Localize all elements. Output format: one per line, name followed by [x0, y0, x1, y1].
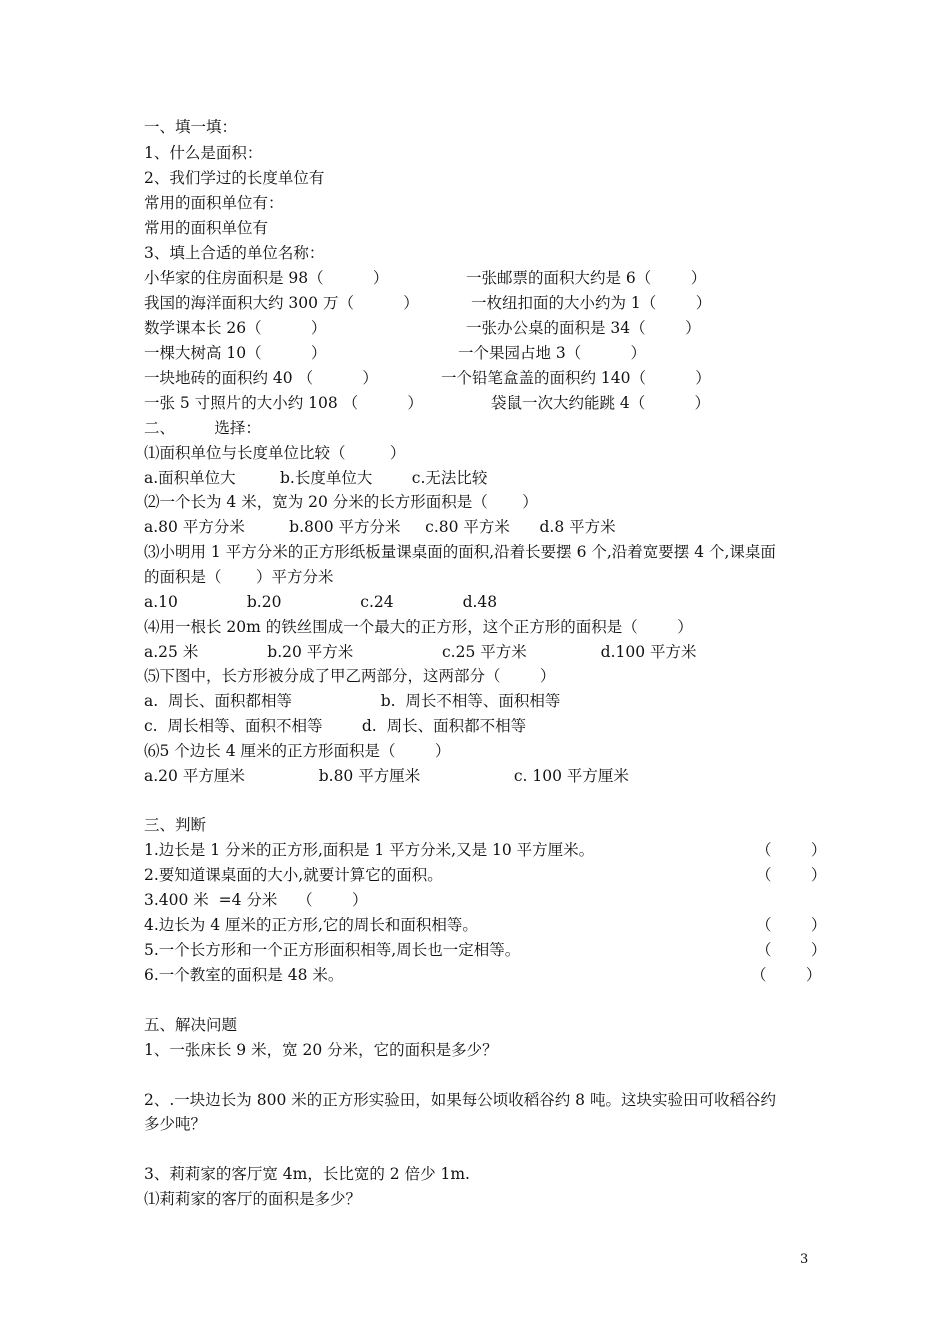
judge-item: 6.一个教室的面积是 48 米。 — [144, 966, 344, 984]
question-1-3: 3、填上合适的单位名称： — [144, 244, 325, 262]
fill-item-left: 一棵大树高 10（ ） — [144, 344, 327, 362]
question-1-2: 2、我们学过的长度单位有 — [144, 169, 325, 187]
judge-answer-paren: （ ） — [756, 841, 827, 859]
judge-answer-paren: （ ） — [751, 966, 822, 984]
judge-answer-paren: （ ） — [756, 916, 827, 934]
choice-question-4: ⑷用一根长 20m 的铁丝围成一个最大的正方形，这个正方形的面积是（ ） — [144, 618, 693, 636]
judge-answer-paren: （ ） — [756, 866, 827, 884]
fill-item-right: 一个果园占地 3（ ） — [458, 344, 647, 362]
section-3-title: 三、判断 — [144, 816, 207, 834]
choice-question-3: ⑶小明用 1 平方分米的正方形纸板量课桌面的面积,沿着长要摆 6 个,沿着宽要摆 4 个,课桌面 — [144, 543, 776, 561]
problem-1: 1、一张床长 9 米，宽 20 分米，它的面积是多少？ — [144, 1041, 498, 1059]
choice-question-3-cont: 的面积是（ ）平方分米 — [144, 568, 334, 586]
choice-question-5: ⑸下图中，长方形被分成了甲乙两部分，这两部分（ ） — [144, 667, 556, 685]
judge-item: 4.边长为 4 厘米的正方形,它的周长和面积相等。 — [144, 916, 478, 934]
page-number: 3 — [800, 1252, 809, 1267]
fill-item-right: 袋鼠一次大约能跳 4（ ） — [491, 394, 711, 412]
fill-item-right: 一张办公桌的面积是 34（ ） — [466, 319, 701, 337]
problem-2-cont: 多少吨？ — [144, 1115, 207, 1133]
fill-item-left: 小华家的住房面积是 98（ ） — [144, 269, 389, 287]
problem-2: 2、.一块边长为 800 米的正方形实验田，如果每公顷收稻谷约 8 吨。这块实验田可收稻谷约 — [144, 1091, 776, 1109]
fill-item-right: 一个铅笔盒盖的面积约 140（ ） — [441, 369, 711, 387]
choice-options-1: a.面积单位大 b.长度单位大 c.无法比较 — [144, 469, 488, 487]
area-units-line-2: 常用的面积单位有 — [144, 219, 269, 237]
judge-item: 2.要知道课桌面的大小,就要计算它的面积。 — [144, 866, 443, 884]
area-units-line-1: 常用的面积单位有： — [144, 194, 284, 212]
choice-question-2: ⑵一个长为 4 米，宽为 20 分米的长方形面积是（ ） — [144, 493, 538, 511]
fill-item-left: 一张 5 寸照片的大小约 108 （ ） — [144, 394, 423, 412]
judge-item: 3.400 米 =4 分米 （ ） — [144, 891, 368, 909]
fill-item-left: 一块地砖的面积约 40 （ ） — [144, 369, 378, 387]
fill-item-right: 一张邮票的面积大约是 6（ ） — [466, 269, 707, 287]
judge-answer-paren: （ ） — [756, 941, 827, 959]
fill-item-right: 一枚纽扣面的大小约为 1（ ） — [471, 294, 712, 312]
choice-options-2: a.80 平方分米 b.800 平方分米 c.80 平方米 d.8 平方米 — [144, 518, 616, 536]
fill-item-left: 数学课本长 26（ ） — [144, 319, 327, 337]
question-1-1: 1、什么是面积： — [144, 144, 263, 162]
section-5-title: 五、解决问题 — [144, 1016, 238, 1034]
judge-item: 1.边长是 1 分米的正方形,面积是 1 平方分米,又是 10 平方厘米。 — [144, 841, 595, 859]
choice-question-6: ⑹5 个边长 4 厘米的正方形面积是（ ） — [144, 742, 451, 760]
problem-3-sub-1: ⑴莉莉家的客厅的面积是多少？ — [144, 1190, 362, 1208]
choice-options-6: a.20 平方厘米 b.80 平方厘米 c. 100 平方厘米 — [144, 767, 629, 785]
choice-question-1: ⑴面积单位与长度单位比较（ ） — [144, 444, 406, 462]
section-1-title: 一、填一填： — [144, 118, 238, 136]
choice-options-4: a.25 米 b.20 平方米 c.25 平方米 d.100 平方米 — [144, 643, 697, 661]
choice-options-5a: a. 周长、面积都相等 b. 周长不相等、面积相等 — [144, 692, 561, 710]
judge-item: 5.一个长方形和一个正方形面积相等,周长也一定相等。 — [144, 941, 521, 959]
fill-item-left: 我国的海洋面积大约 300 万（ ） — [144, 294, 419, 312]
section-2-title: 二、 选择： — [144, 419, 261, 437]
problem-3: 3、莉莉家的客厅宽 4m，长比宽的 2 倍少 1m. — [144, 1165, 470, 1183]
choice-options-3: a.10 b.20 c.24 d.48 — [144, 593, 498, 611]
choice-options-5b: c. 周长相等、面积不相等 d. 周长、面积都不相等 — [144, 717, 527, 735]
